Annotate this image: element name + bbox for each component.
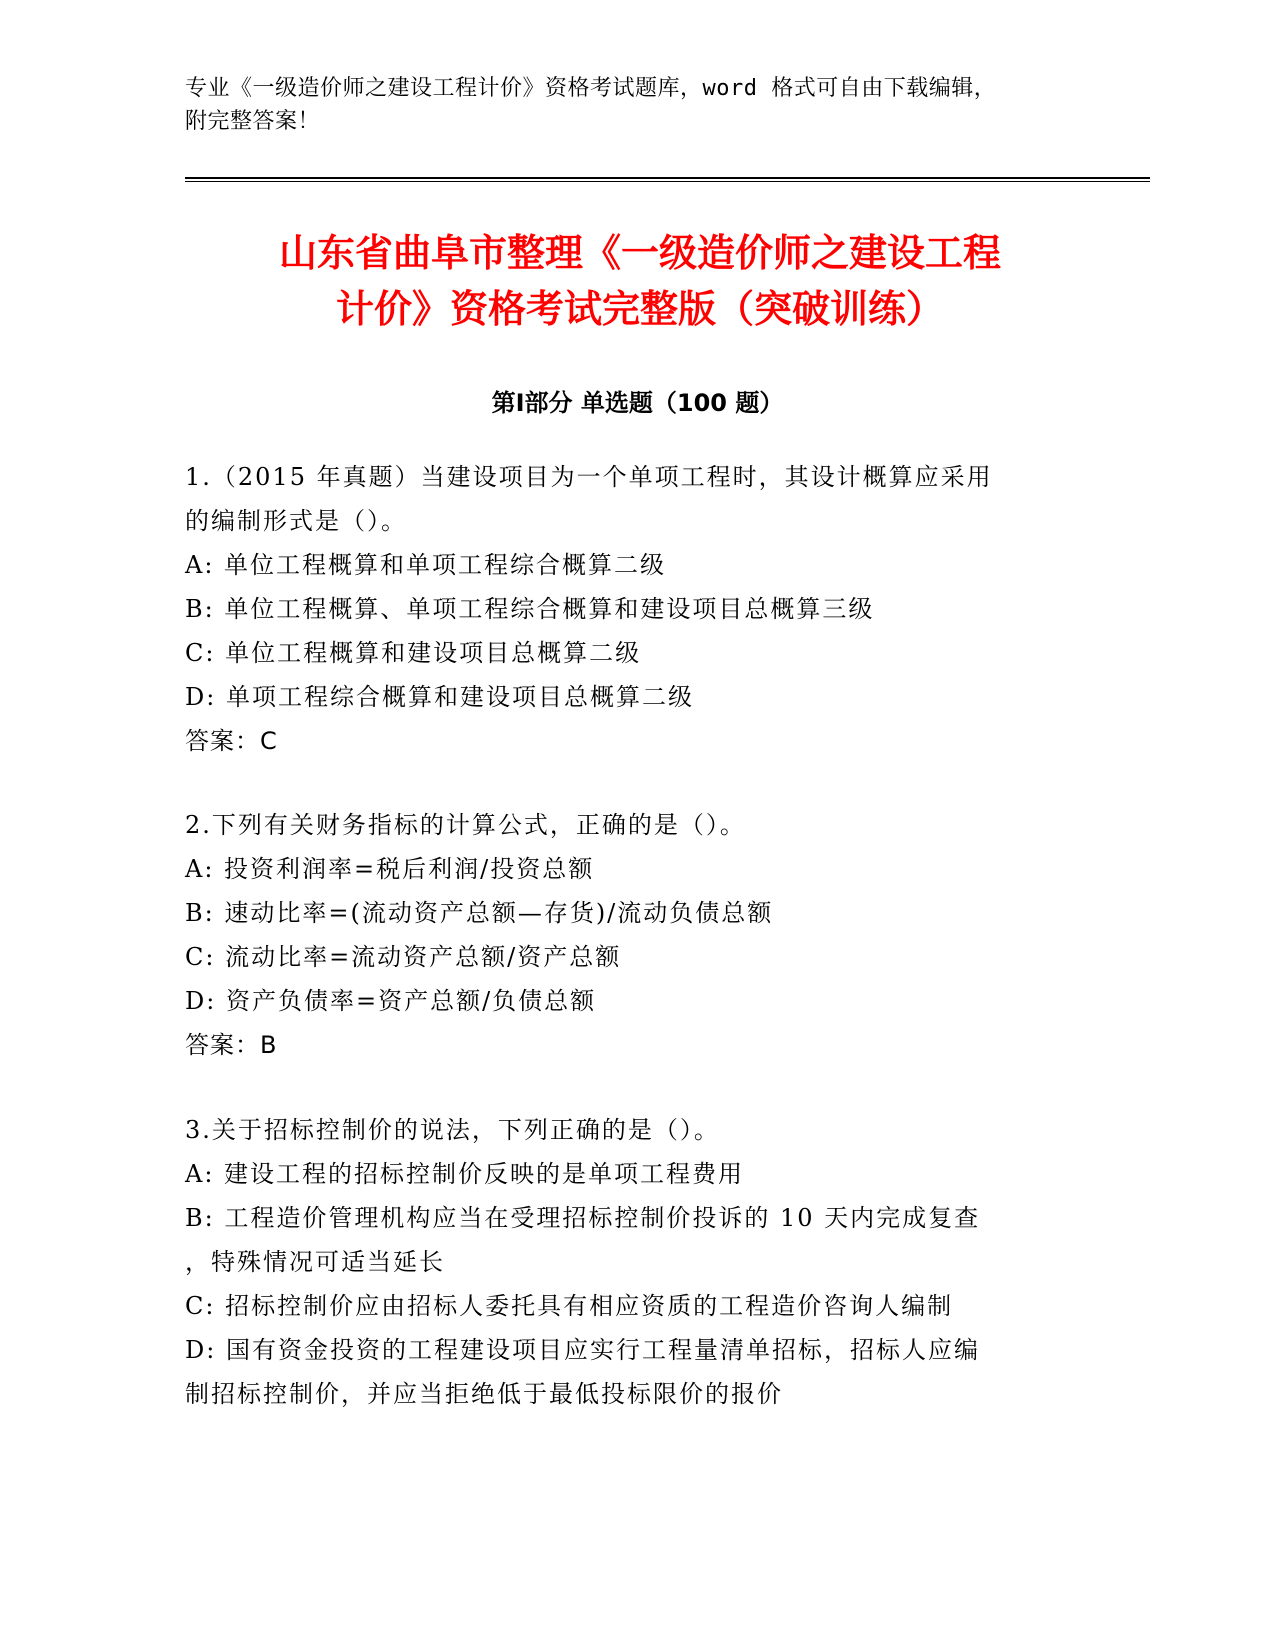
question-block (185, 803, 1065, 1067)
option-a: A: 建设工程的招标控制价反映的是单项工程费用 (185, 1160, 745, 1188)
header-divider-thick (185, 177, 1150, 179)
option-d: D: 国有资金投资的工程建设项目应实行工程量清单招标，招标人应编 (185, 1336, 980, 1364)
document-title (190, 225, 1090, 337)
question-stem: 的编制形式是（）。 (185, 507, 407, 535)
option-c: C: 招标控制价应由招标人委托具有相应资质的工程造价咨询人编制 (185, 1292, 954, 1320)
option-a: A: 单位工程概算和单项工程综合概算二级 (185, 551, 667, 579)
option-d: D: 资产负债率=资产总额/负债总额 (185, 987, 597, 1015)
question-block (185, 455, 1065, 763)
header-divider-thin (185, 181, 1150, 182)
header-note (185, 72, 1065, 138)
question-stem: 3.关于招标控制价的说法，下列正确的是（）。 (185, 1116, 720, 1144)
answer-line: 答案：B (185, 1031, 278, 1059)
header-note-line: 专业《一级造价师之建设工程计价》资格考试题库，word 格式可自由下载编辑， (185, 76, 997, 101)
document-title-line: 山东省曲阜市整理《一级造价师之建设工程 (278, 231, 1001, 275)
option-b-continued: ，特殊情况可适当延长 (185, 1248, 445, 1276)
option-b: B: 单位工程概算、单项工程综合概算和建设项目总概算三级 (185, 595, 875, 623)
option-b: B: 速动比率=(流动资产总额—存货)/流动负债总额 (185, 899, 774, 927)
option-c: C: 单位工程概算和建设项目总概算二级 (185, 639, 642, 667)
option-d: D: 单项工程综合概算和建设项目总概算二级 (185, 683, 694, 711)
question-block (185, 1108, 1065, 1416)
option-a: A: 投资利润率=税后利润/投资总额 (185, 855, 595, 883)
answer-line: 答案：C (185, 727, 278, 755)
option-b: B: 工程造价管理机构应当在受理招标控制价投诉的 10 天内完成复查 (185, 1204, 981, 1232)
header-note-line: 附完整答案！ (185, 109, 321, 134)
option-c: C: 流动比率=流动资产总额/资产总额 (185, 943, 622, 971)
question-stem: 1.（2015 年真题）当建设项目为一个单项工程时，其设计概算应采用 (185, 463, 993, 491)
option-d-continued: 制招标控制价，并应当拒绝低于最低投标限价的报价 (185, 1380, 783, 1408)
question-stem: 2.下列有关财务指标的计算公式，正确的是（）。 (185, 811, 746, 839)
document-title-line: 计价》资格考试完整版（突破训练） (335, 287, 944, 331)
section-heading: 第Ⅰ部分 单选题（100 题） (491, 389, 784, 417)
